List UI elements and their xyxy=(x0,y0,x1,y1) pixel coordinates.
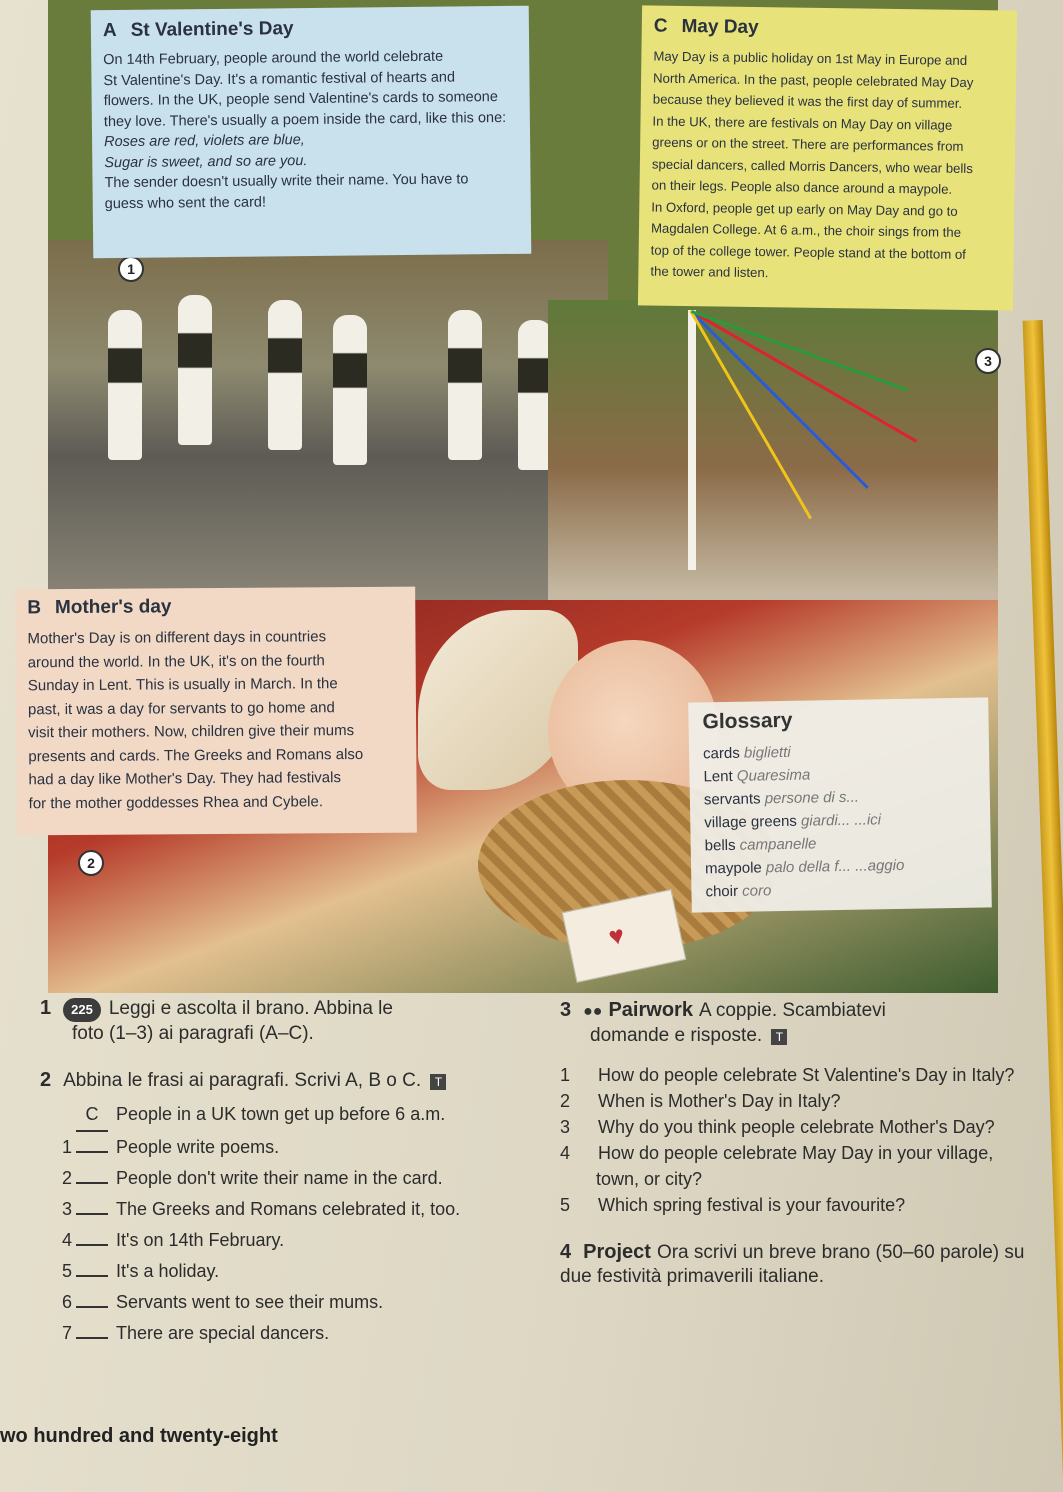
section-c-heading: C May Day xyxy=(653,15,759,39)
glossary-item: bells campanelle xyxy=(704,835,817,855)
glossary-item: Lent Quaresima xyxy=(703,766,811,786)
photo-number-1: 1 xyxy=(118,256,144,282)
match-item: C People in a UK town get up before 6 a.m. xyxy=(50,1099,560,1132)
match-item: 6 Servants went to see their mums. xyxy=(61,1292,384,1312)
exercises-left: 1 225 Leggi e ascolta il brano. Abbina le foto (1–3) ai paragrafi (A–C). 2 Abbina le frasi ai paragrafi. Scrivi A, B o C. T C People in a UK town get up before 6 a.m. 1 People write poems. 2 People don't write their name in the card. 3 The Greeks and Romans celebrated it, too. 4 It's on 14th February. 5 It's a holiday. 6 Servants went to see their mums. 7 There are special dancers. xyxy=(40,996,560,1349)
maypole xyxy=(688,310,696,570)
poem-line: Sugar is sweet, and so are you. xyxy=(104,152,308,171)
section-b-heading: B Mother's day xyxy=(27,596,172,619)
morris-dancers-photo xyxy=(48,240,608,600)
dancer-figure xyxy=(333,315,367,465)
question: 2 When is Mother's Day in Italy? xyxy=(560,1091,841,1111)
glossary-box xyxy=(688,697,992,912)
section-b-mothers-day xyxy=(15,587,417,836)
section-a-text: On 14th February, people around the world celebrate St Valentine's Day. It's a romantic festival of hearts and flowers. In the UK, people send Valentine's cards to someone they love. There's usually a poem inside the card, like this one: Roses are red, violets are blue, Sugar is sweet, and so are you. The sender doesn't usually write their name. You have to guess who sent the card! xyxy=(103,46,519,214)
photo-number-2: 2 xyxy=(78,850,104,876)
teacher-icon: T xyxy=(771,1029,787,1045)
pairwork-icon: ●● xyxy=(583,1003,603,1020)
exercise-3: 3 ●● Pairwork A coppie. Scambiatevi xyxy=(560,998,1040,1024)
answer-blank[interactable] xyxy=(76,1306,108,1308)
glossary-item: choir coro xyxy=(705,882,772,901)
page-number-text: wo hundred and twenty-eight xyxy=(0,1425,278,1447)
answer-blank[interactable] xyxy=(76,1244,108,1246)
match-item: 4 It's on 14th February. xyxy=(61,1230,285,1250)
exercises-right: 3 ●● Pairwork A coppie. Scambiatevi domande e risposte. T 1 How do people celebrate St Valentine's Day in Italy? 2 When is Mother's Day in Italy? 3 Why do you think people celebrate Mother's Day? 4 How do people celebrate May Day in your village, town, or city? 5 Which spring festival is your favourite? 4 Project Ora scrivi un breve brano (50–60 parole) su due festività primaverili italiane. xyxy=(560,998,1040,1289)
dancer-figure xyxy=(518,320,552,470)
question: 1 How do people celebrate St Valentine's Day in Italy? xyxy=(560,1065,1015,1085)
question: 4 How do people celebrate May Day in your village, town, or city? xyxy=(560,1143,994,1189)
poem-line: Roses are red, violets are blue, xyxy=(104,132,305,151)
glossary-item: village greens giardi... ...ici xyxy=(704,811,882,832)
section-b-text: Mother's Day is on different days in countries around the world. In the UK, it's on the fourth Sunday in Lent. This is usually in March. In the past, it was a day for servants to go home and visit their mothers. Now, children give their mums presents and cards. The Greeks and Romans also had a day like Mother's Day. They had festivals for the mother goddesses Rhea and Cybele. xyxy=(27,628,364,812)
answer-blank[interactable] xyxy=(76,1151,108,1153)
question: 5 Which spring festival is your favourite? xyxy=(560,1195,906,1215)
match-item: 1 People write poems. xyxy=(61,1137,280,1157)
section-a-heading: A St Valentine's Day xyxy=(102,18,294,42)
match-item: 7 There are special dancers. xyxy=(61,1323,330,1343)
exercise-1: 1 225 Leggi e ascolta il brano. Abbina le xyxy=(40,996,560,1022)
dancer-figure xyxy=(178,295,212,445)
answer-blank[interactable] xyxy=(76,1337,108,1339)
glossary-item: servants persone di s... xyxy=(703,788,860,809)
section-c-mayday xyxy=(638,5,1017,310)
question: 3 Why do you think people celebrate Mother's Day? xyxy=(560,1117,995,1137)
answer-blank[interactable]: C xyxy=(76,1099,108,1132)
section-a-valentines xyxy=(91,6,532,259)
dancer-figure xyxy=(268,300,302,450)
match-item: 3 The Greeks and Romans celebrated it, too. xyxy=(61,1199,461,1219)
heart-icon: ♥ xyxy=(605,919,628,952)
glossary-title: Glossary xyxy=(702,708,793,734)
section-c-text: May Day is a public holiday on 1st May in Europe and North America. In the past, people celebrated May Day because they believed it was the first day of summer. In the UK, there are festivals on May Day on village greens or on the street. There are performances from special dancers, called Morris Dancers, who wear bells on their legs. People also dance around a maypole. In Oxford, people get up early on May Day and go to Magdalen College. At 6 a.m., the choir sings from the top of the college tower. People stand at the bottom of the tower and listen. xyxy=(650,48,974,281)
teacher-icon: T xyxy=(430,1074,446,1090)
dancer-figure xyxy=(448,310,482,460)
dancer-figure xyxy=(108,310,142,460)
pencil-decoration xyxy=(1023,320,1063,1490)
exercise-2: 2 Abbina le frasi ai paragrafi. Scrivi A, B o C. T xyxy=(40,1068,560,1093)
match-item: 2 People don't write their name in the card. xyxy=(61,1168,443,1188)
glossary-item: cards biglietti xyxy=(702,743,791,763)
answer-blank[interactable] xyxy=(76,1275,108,1277)
audio-track-badge[interactable]: 225 xyxy=(63,998,101,1022)
glossary-item: maypole palo della f... ...aggio xyxy=(704,856,905,878)
match-item: 5 It's a holiday. xyxy=(61,1261,220,1281)
answer-blank[interactable] xyxy=(76,1182,108,1184)
photo-number-3: 3 xyxy=(975,348,1001,374)
answer-blank[interactable] xyxy=(76,1213,108,1215)
exercise-2-items xyxy=(40,1099,560,1349)
exercise-4: 4 Project Ora scrivi un breve brano (50–60 parole) su due festività primaverili italiane. xyxy=(560,1241,1025,1287)
